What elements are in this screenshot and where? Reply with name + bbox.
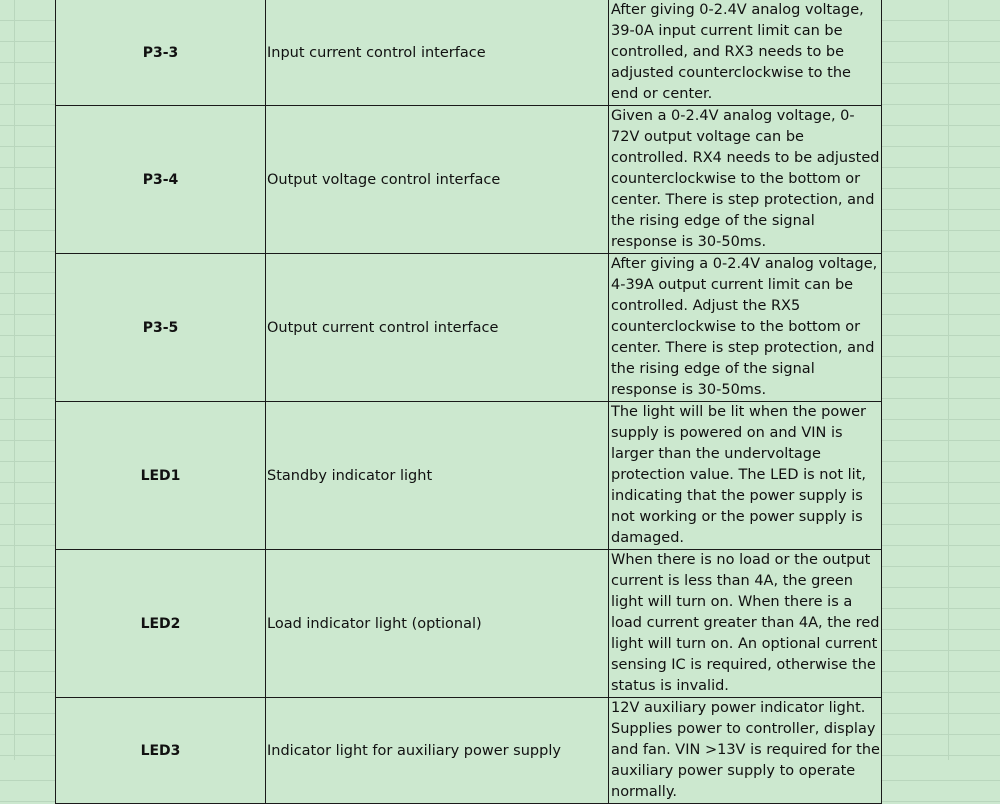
function-cell[interactable]	[266, 254, 609, 402]
description-text: Given a 0-2.4V analog voltage, 0-72V output voltage can be controlled. RX4 needs to be adjusted counterclockwise to the bottom or center. There is step protection, and the rising edge of the signal response is 30-50ms.	[611, 108, 880, 250]
sheet-gridline	[14, 0, 15, 760]
table-row	[56, 254, 882, 402]
function-cell[interactable]	[266, 402, 609, 550]
table-row	[56, 402, 882, 550]
description-text: After giving 0-2.4V analog voltage, 39-0A input current limit can be controlled, and RX3 needs to be adjusted counterclockwise to the end or center.	[611, 2, 864, 102]
description-text: When there is no load or the output current is less than 4A, the green light will turn on. When there is a load current greater than 4A, the red light will turn on. An optional current sensing IC is required, otherwise the status is invalid.	[611, 552, 880, 694]
pin-id-cell[interactable]	[56, 0, 266, 106]
description-cell[interactable]	[609, 0, 882, 106]
description-cell[interactable]	[609, 550, 882, 698]
description-text: The light will be lit when the power supply is powered on and VIN is larger than the undervoltage protection value. The LED is not lit, indicating that the power supply is not working or the power supply is damaged.	[611, 404, 866, 546]
table-row	[56, 550, 882, 698]
description-text: 12V auxiliary power indicator light. Supplies power to controller, display and fan. VIN >13V is required for the auxiliary power supply to operate normally.	[611, 700, 880, 800]
function-name: Input current control interface	[267, 44, 486, 61]
pin-id: P3-3	[142, 44, 179, 61]
description-cell[interactable]	[609, 106, 882, 254]
function-cell[interactable]	[266, 106, 609, 254]
pin-id: LED1	[140, 467, 181, 484]
description-cell[interactable]	[609, 698, 882, 804]
function-name: Output current control interface	[267, 319, 499, 336]
pin-id-cell[interactable]	[56, 550, 266, 698]
function-name: Indicator light for auxiliary power supply	[267, 742, 561, 759]
table-row	[56, 106, 882, 254]
function-cell[interactable]	[266, 550, 609, 698]
pin-id-cell[interactable]	[56, 106, 266, 254]
function-name: Standby indicator light	[267, 467, 433, 484]
table-row	[56, 698, 882, 804]
function-name: Load indicator light (optional)	[267, 615, 482, 632]
description-text: After giving a 0-2.4V analog voltage, 4-39A output current limit can be controlled. Adjust the RX5 counterclockwise to the bottom or center. There is step protection, and the rising edge of the signal response is 30-50ms.	[611, 256, 878, 398]
pin-id: LED2	[140, 615, 181, 632]
description-cell[interactable]	[609, 402, 882, 550]
description-cell[interactable]	[609, 254, 882, 402]
function-cell[interactable]	[266, 698, 609, 804]
sheet-gridline	[948, 0, 949, 760]
table-row	[56, 0, 882, 106]
pin-id: P3-5	[142, 319, 179, 336]
pin-id-cell[interactable]	[56, 698, 266, 804]
spec-table	[55, 0, 882, 804]
pin-id: P3-4	[142, 171, 179, 188]
function-cell[interactable]	[266, 0, 609, 106]
function-name: Output voltage control interface	[267, 171, 501, 188]
pin-id-cell[interactable]	[56, 402, 266, 550]
pin-id: LED3	[140, 742, 181, 759]
pin-id-cell[interactable]	[56, 254, 266, 402]
